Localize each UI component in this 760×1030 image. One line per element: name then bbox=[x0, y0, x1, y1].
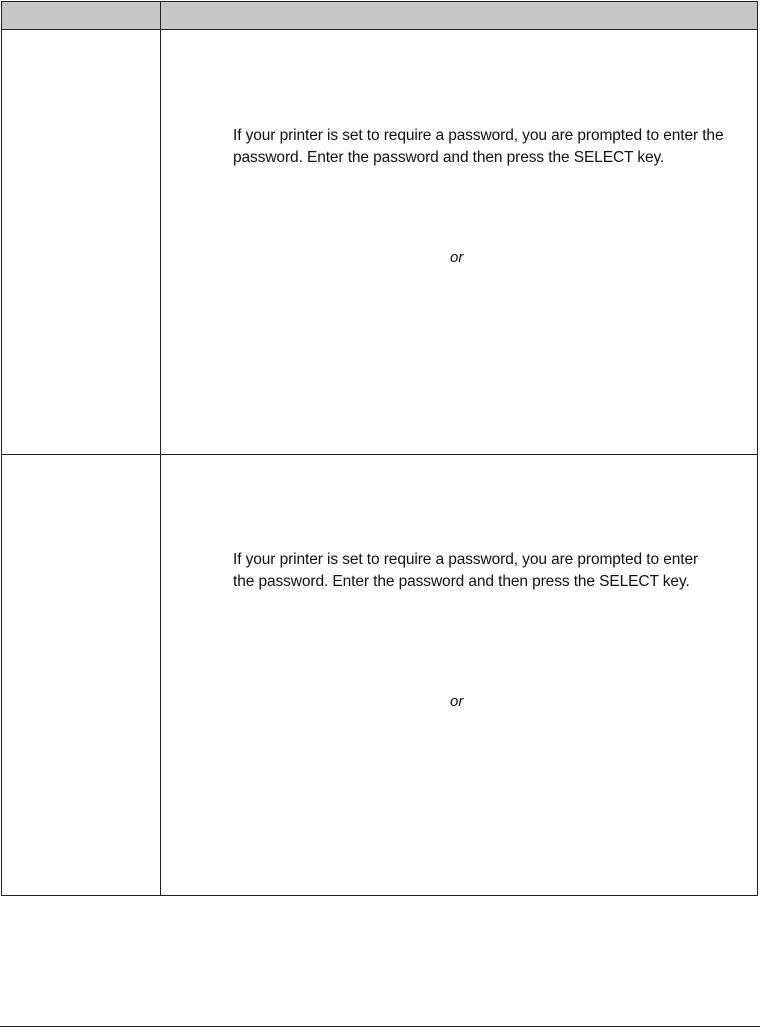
page-bottom-rule bbox=[0, 1026, 760, 1027]
password-instruction-text: If your printer is set to require a password, you are prompted to enter the password. Enter the password and then press the SELECT key. bbox=[233, 551, 699, 590]
column-divider bbox=[160, 2, 161, 895]
or-separator: or bbox=[450, 249, 464, 266]
row-divider bbox=[2, 454, 757, 455]
or-separator: or bbox=[450, 693, 464, 710]
password-instruction-text: If your printer is set to require a password, you are prompted to enter the password. Enter the password and then press the SELECT key. bbox=[233, 127, 724, 166]
table-header-row bbox=[2, 2, 757, 30]
